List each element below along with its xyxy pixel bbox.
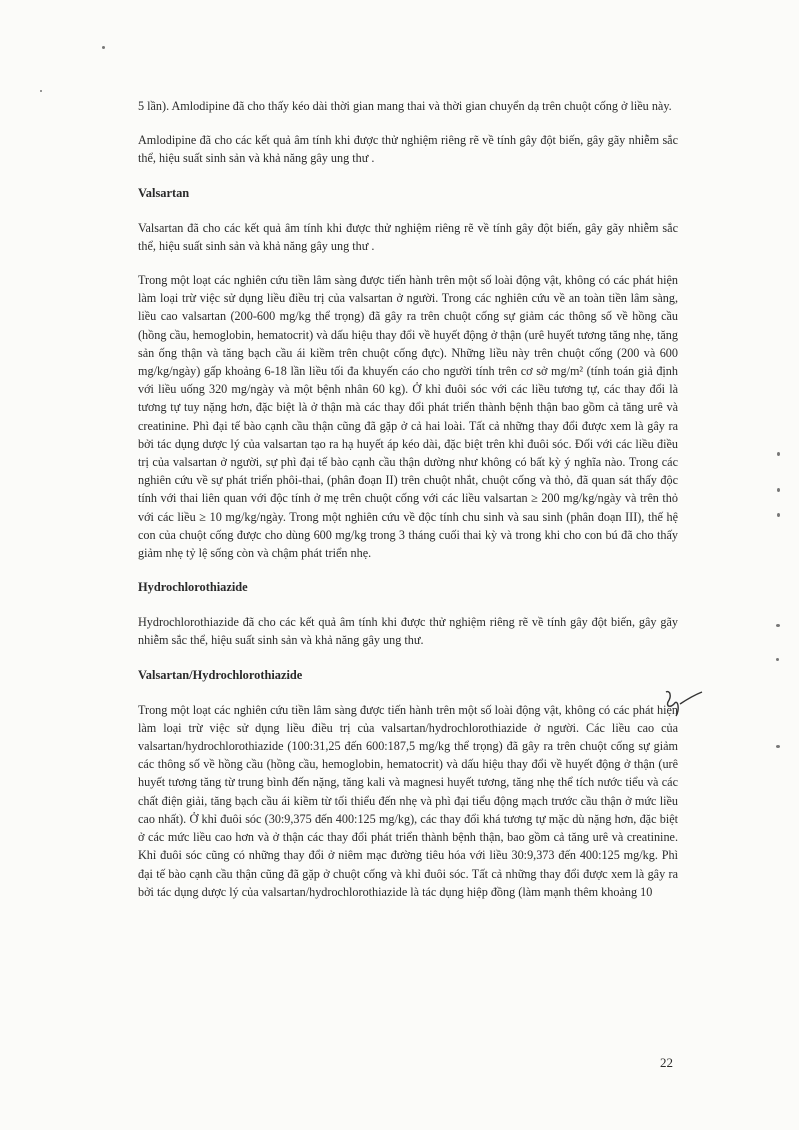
scan-speck xyxy=(777,452,780,456)
section-heading: Hydrochlorothiazide xyxy=(138,580,248,595)
paragraph: Valsartan đã cho các kết quả âm tính khi được thử nghiệm riêng rẽ về tính gây đột biến, gây gãy nhiễm sắc thể, hiệu suất sinh sản và khả năng gây ung thư . xyxy=(138,220,678,253)
scan-speck xyxy=(40,90,42,92)
scan-speck xyxy=(776,658,779,661)
scan-speck xyxy=(102,46,105,49)
section-heading: Valsartan xyxy=(138,185,190,200)
page-number: 22 xyxy=(660,1055,673,1070)
paragraph: Trong một loạt các nghiên cứu tiền lâm sàng được tiến hành trên một số loài động vật, không có các phát hiện làm loại trừ việc sử dụng liều điều trị của valsartan/hydrochlorothiazide ở người. Các liều cao của valsartan/hydrochlorothiazide (100:31,25 đến 600:187,5 mg/kg thể trọng) đã gây ra trên chuột cống sự giảm các thông số về hồng cầu (hồng cầu, hemoglobin, hematocrit) và dấu hiệu thay đổi về huyết động ở thận (urê huyết tương tăng từ trung bình đến nặng, tăng kali và magnesi huyết tương, tăng nhẹ thể tích nước tiểu và các chất điện giải, tăng bạch cầu ái kiềm từ tối thiểu đến nhẹ và phì đại tiểu động mạch trước cầu thận ở mức liều cao nhất). Ở khỉ đuôi sóc (30:9,375 đến 400:125 mg/kg), các thay đổi khá tương tự mặc dù nặng hơn, đặc biệt ở các mức liều cao hơn và ở thận các thay đổi phát triển thành bệnh thận, bao gồm cả tăng urê và creatinine. Khỉ đuôi sóc cũng có những thay đổi ở niêm mạc đường tiêu hóa với liều 30:9,373 đến 400:125 mg/kg. Phì đại tế bào cạnh cầu thận cũng đã gặp ở chuột cống và khỉ đuôi sóc. Tất cả những thay đổi được xem là gây ra bởi tác dụng dược lý của valsartan/hydrochlorothiazide là tác dụng hiệp đồng (làm mạnh thêm khoảng 10 xyxy=(138,702,678,899)
scan-speck xyxy=(776,745,780,748)
document-body xyxy=(138,97,678,917)
paragraph: 5 lần). Amlodipine đã cho thấy kéo dài thời gian mang thai và thời gian chuyển dạ trên chuột cống ở liều này. xyxy=(138,99,672,113)
handwritten-initial xyxy=(658,686,706,722)
scan-speck xyxy=(777,488,780,492)
paragraph: Trong một loạt các nghiên cứu tiền lâm sàng được tiến hành trên một số loài động vật, không có các phát hiện làm loại trừ việc sử dụng liều điều trị của valsartan ở người. Trong các nghiên cứu về an toàn tiền lâm sàng, liều cao valsartan (200-600 mg/kg thể trọng) đã gây ra trên chuột cống sự giảm các thông số về hồng cầu (hồng cầu, hemoglobin, hematocrit) và dấu hiệu thay đổi về huyết động ở thận (urê huyết tương tăng nhẹ, tăng sản ống thận và tăng bạch cầu ái kiềm trên chuột cống đực). Những liều này trên chuột cống (200 và 600 mg/kg/ngày) gấp khoảng 6-18 lần liều tối đa khuyến cáo cho người tính trên cơ sở mg/m² (tính toán giả định với liều uống 320 mg/ngày và một bệnh nhân 60 kg). Ở khỉ đuôi sóc với các liều tương tự, các thay đổi là tương tự tuy nặng hơn, đặc biệt là ở thận mà các thay đổi phát triển thành bệnh thận bao gồm cả tăng urê và creatinine. Phì đại tế bào cạnh cầu thận cũng đã gặp ở cả hai loài. Tất cả những thay đổi được xem là gây ra bởi tác dụng dược lý của valsartan tạo ra hạ huyết áp kéo dài, đặc biệt trên khỉ đuôi sóc. Đối với các liều điều trị của valsartan ở người, sự phì đại tế bào cạnh cầu thận dường như không có bất kỳ ý nghĩa nào. Trong các nghiên cứu về sự phát triển phôi-thai, (phân đoạn II) trên chuột nhắt, chuột cống và thỏ, đã quan sát thấy độc tính với thai liên quan với độc tính ở mẹ trên chuột cống với các liều valsartan ≥ 200 mg/kg/ngày và trên thỏ với các liều ≥ 10 mg/kg/ngày. Trong một nghiên cứu về độc tính chu sinh và sau sinh (phân đoạn III), thế hệ con của chuột cống được cho dùng 600 mg/kg trong 3 tháng cuối thai kỳ và trong khi cho con bú đã cho thấy giảm nhẹ tỷ lệ sống còn và chậm phát triển nhẹ. xyxy=(138,273,678,561)
paragraph: Hydrochlorothiazide đã cho các kết quả âm tính khi được thử nghiệm riêng rẽ về tính gây đột biến, gây gãy nhiễm sắc thể, hiệu suất sinh sản và khả năng gây ung thư. xyxy=(138,615,678,648)
paragraph: Amlodipine đã cho các kết quả âm tính khi được thử nghiệm riêng rẽ về tính gây đột biến, gây gãy nhiễm sắc thể, hiệu suất sinh sản và khả năng gây ung thư . xyxy=(138,133,678,166)
scan-speck xyxy=(777,513,780,517)
scan-speck xyxy=(776,624,780,627)
section-heading: Valsartan/Hydrochlorothiazide xyxy=(138,667,303,682)
